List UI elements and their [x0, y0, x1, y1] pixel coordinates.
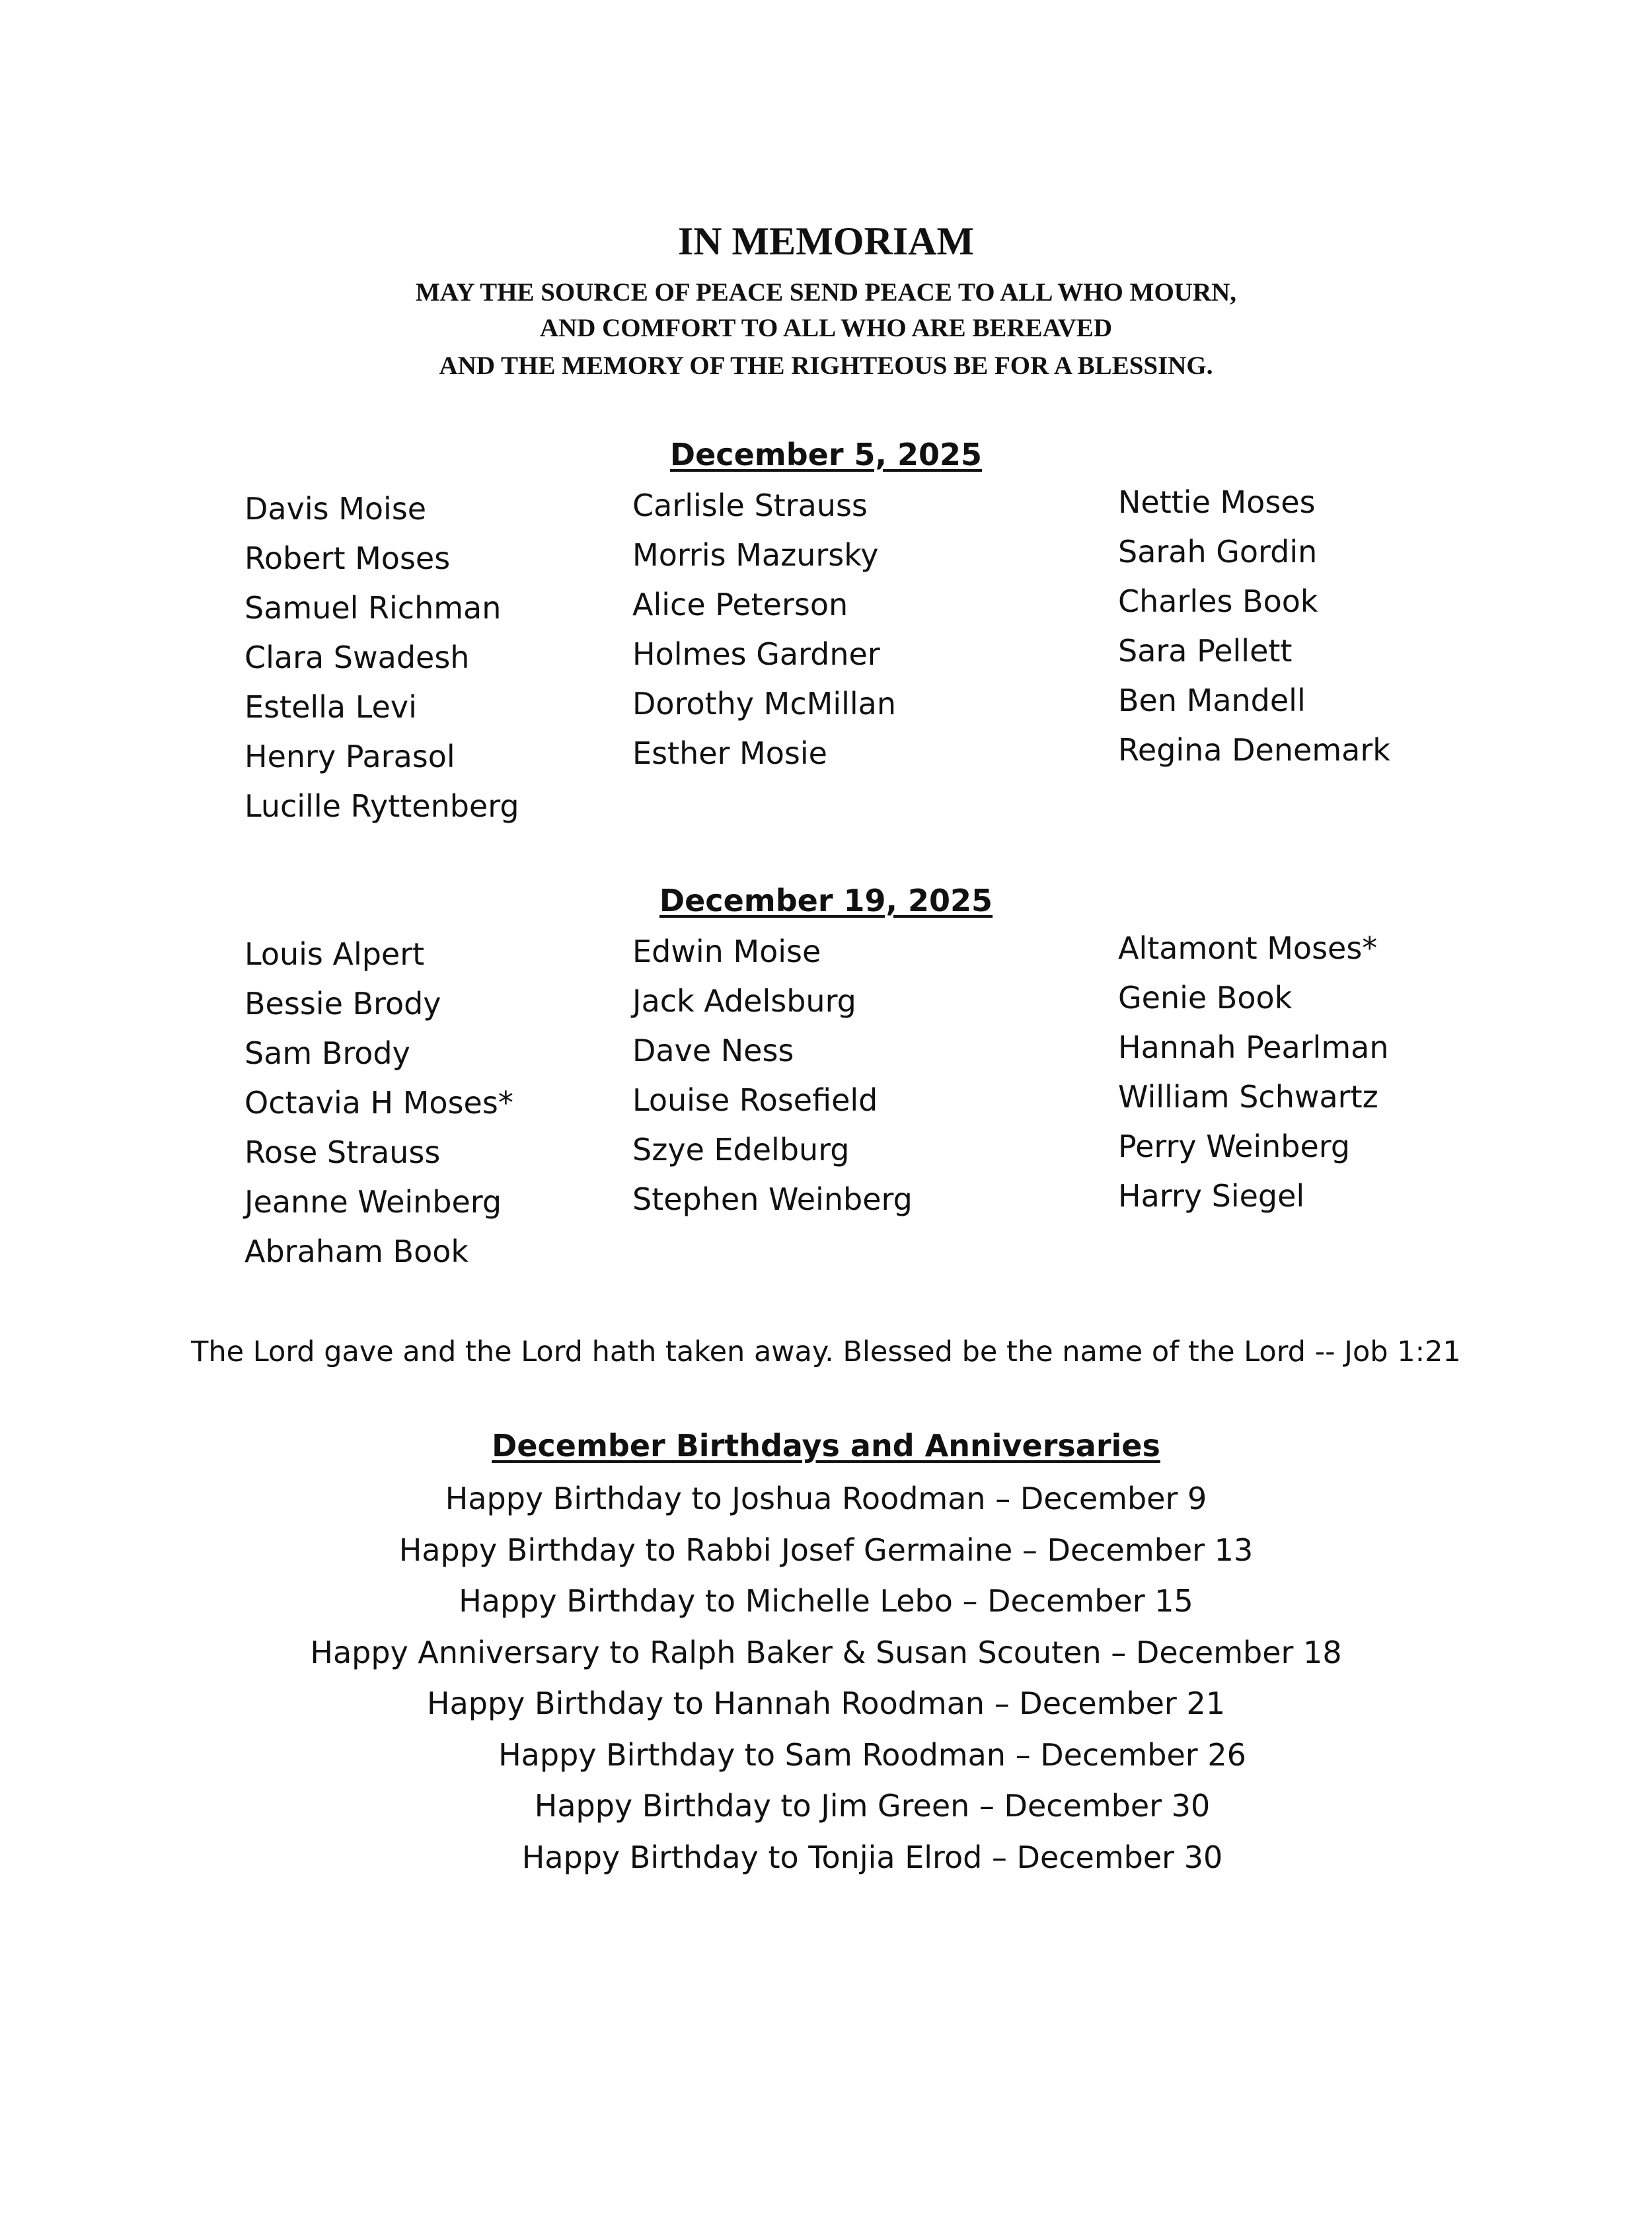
name-column-right: [1118, 478, 1390, 775]
celebration-item: Happy Birthday to Joshua Roodman – December 9: [445, 1481, 1207, 1516]
memorial-name: Abraham Book: [244, 1234, 469, 1269]
memorial-name: Dave Ness: [632, 1033, 794, 1068]
celebration-item: Happy Birthday to Hannah Roodman – December 21: [426, 1686, 1226, 1721]
memorial-name: Szye Edelburg: [632, 1132, 850, 1168]
name-column-right: [1118, 924, 1389, 1221]
memorial-name: Edwin Moise: [632, 934, 821, 969]
memorial-name: Henry Parasol: [244, 739, 455, 774]
name-column-middle: [632, 481, 896, 778]
memorial-name: Dorothy McMillan: [632, 686, 896, 722]
memoriam-subtitle-line-3: AND THE MEMORY OF THE RIGHTEOUS BE FOR A BLESSING.: [439, 352, 1213, 380]
memorial-name: Bessie Brody: [244, 986, 441, 1021]
memorial-name: William Schwartz: [1118, 1079, 1378, 1115]
celebration-item: Happy Birthday to Rabbi Josef Germaine – December 13: [398, 1532, 1254, 1568]
memorial-name: Genie Book: [1118, 980, 1293, 1016]
memorial-name: Louis Alpert: [244, 936, 425, 972]
memorial-name: Regina Denemark: [1118, 732, 1390, 768]
name-column-left: [244, 930, 513, 1277]
memorial-name: Holmes Gardner: [632, 636, 880, 672]
memorial-name: Altamont Moses*: [1118, 930, 1378, 966]
memorial-name: Estella Levi: [244, 689, 417, 725]
section-date-heading: December 5, 2025: [669, 437, 983, 472]
memorial-name: Davis Moise: [244, 491, 427, 527]
memorial-name: Sam Brody: [244, 1035, 410, 1071]
memorial-name: Esther Mosie: [632, 735, 827, 771]
memorial-name: Nettie Moses: [1118, 484, 1316, 520]
memoriam-subtitle-line-2: AND COMFORT TO ALL WHO ARE BEREAVED: [539, 314, 1113, 342]
memorial-name: Ben Mandell: [1118, 683, 1306, 718]
memorial-name: Lucille Ryttenberg: [244, 788, 519, 824]
celebration-item: Happy Birthday to Michelle Lebo – December 15: [459, 1583, 1193, 1619]
section-date-heading: December 19, 2025: [659, 883, 993, 918]
celebration-item: Happy Birthday to Jim Green – December 30: [534, 1788, 1211, 1824]
memorial-name: Octavia H Moses*: [244, 1085, 513, 1121]
name-column-left: [244, 484, 519, 831]
memorial-name: Stephen Weinberg: [632, 1181, 913, 1217]
memorial-name: Harry Siegel: [1118, 1178, 1305, 1214]
memorial-name: Charles Book: [1118, 583, 1318, 619]
memorial-name: Sara Pellett: [1118, 633, 1293, 669]
memorial-name: Robert Moses: [244, 540, 451, 576]
memorial-name: Jack Adelsburg: [632, 983, 856, 1019]
memorial-name: Carlisle Strauss: [632, 488, 868, 523]
memorial-name: Hannah Pearlman: [1118, 1029, 1389, 1065]
scripture-quote: The Lord gave and the Lord hath taken away. Blessed be the name of the Lord -- Job 1:21: [191, 1335, 1461, 1368]
celebrations-list: [0, 1473, 1652, 1883]
memoriam-subtitle-line-1: MAY THE SOURCE OF PEACE SEND PEACE TO ALL WHO MOURN,: [415, 278, 1237, 307]
memorial-name: Samuel Richman: [244, 590, 502, 626]
page-title: IN MEMORIAM: [677, 219, 975, 263]
memorial-name: Rose Strauss: [244, 1134, 441, 1170]
memorial-name: Perry Weinberg: [1118, 1129, 1351, 1164]
celebration-item: Happy Birthday to Tonjia Elrod – December 30: [521, 1839, 1223, 1875]
memorial-name: Sarah Gordin: [1118, 534, 1318, 570]
memorial-name: Clara Swadesh: [244, 640, 470, 675]
memorial-name: Jeanne Weinberg: [244, 1184, 502, 1220]
celebrations-heading: December Birthdays and Anniversaries: [492, 1428, 1160, 1464]
name-column-middle: [632, 927, 913, 1224]
memorial-name: Alice Peterson: [632, 587, 848, 622]
memorial-name: Morris Mazursky: [632, 537, 879, 573]
celebration-item: Happy Birthday to Sam Roodman – December 26: [498, 1736, 1246, 1773]
memorial-name: Louise Rosefield: [632, 1082, 878, 1118]
celebration-item: Happy Anniversary to Ralph Baker & Susan Scouten – December 18: [310, 1634, 1342, 1670]
